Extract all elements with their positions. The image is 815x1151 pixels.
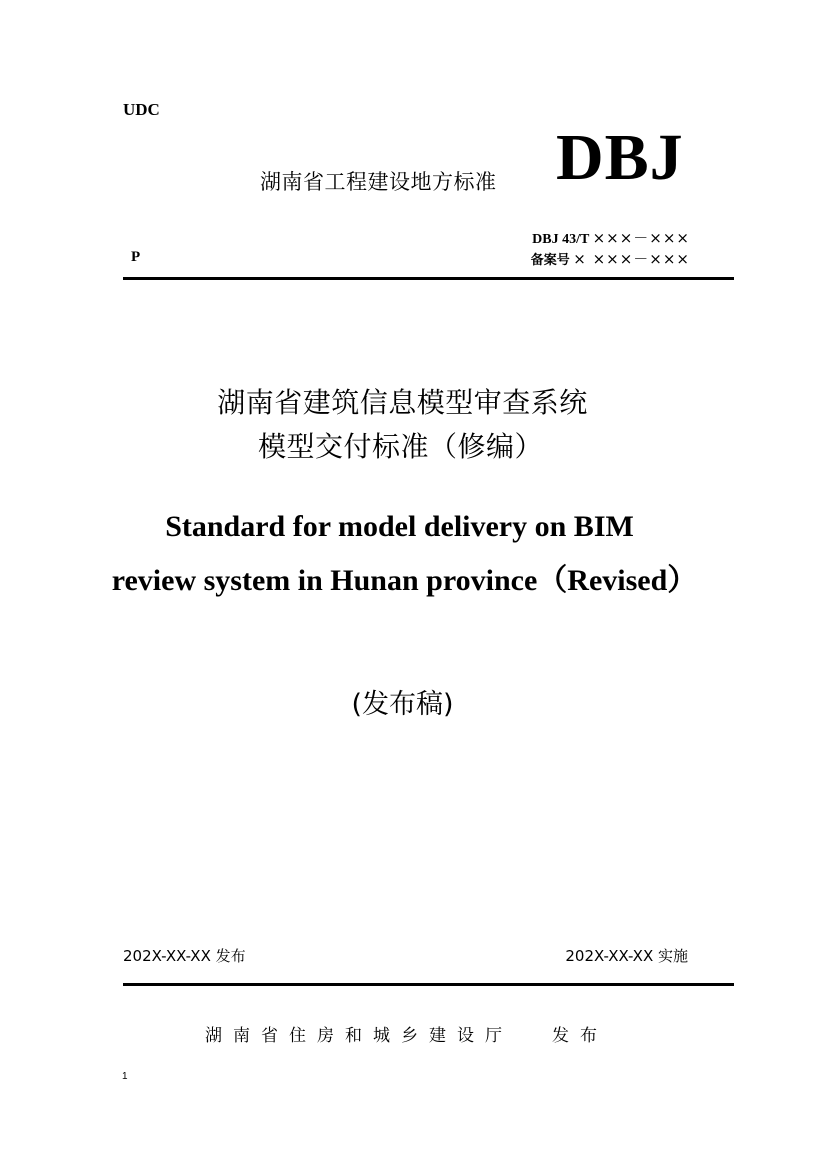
header-divider <box>123 277 734 280</box>
issue-date: 202X-XX-XX 发布 <box>123 947 246 965</box>
page-number: 1 <box>122 1071 128 1082</box>
title-en-line2: review system in Hunan province（Revised） <box>111 564 698 597</box>
footer-divider <box>123 983 734 986</box>
standard-code <box>532 227 690 248</box>
title-cn-line2: 模型交付标准（修编） <box>257 430 543 463</box>
title-cn-line1: 湖南省建筑信息模型审查系统 <box>217 386 588 419</box>
issuer-name: 湖南省住房和城乡建设厅 <box>205 1026 513 1046</box>
standard-category: 湖南省工程建设地方标准 <box>260 170 497 194</box>
classification-mark: P <box>131 249 141 265</box>
record-number-value: × ×××－××× <box>573 250 690 268</box>
record-number <box>531 248 690 269</box>
draft-label: (发布稿) <box>351 689 454 720</box>
standard-code-value: ×××－××× <box>592 229 690 247</box>
issuer-action: 发布 <box>552 1026 608 1046</box>
implement-date: 202X-XX-XX 实施 <box>565 947 688 965</box>
record-number-label: 备案号 <box>530 253 570 268</box>
dbj-logo-text: DBJ <box>556 121 684 194</box>
title-en-line1: Standard for model delivery on BIM <box>165 510 634 543</box>
udc-label: UDC <box>123 100 160 119</box>
standard-code-prefix: DBJ 43/T <box>532 232 590 247</box>
